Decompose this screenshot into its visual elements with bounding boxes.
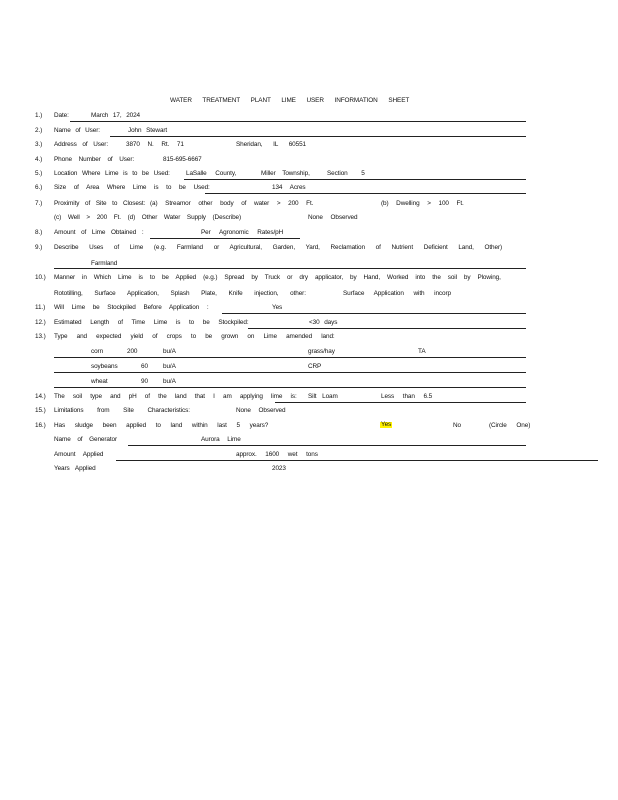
crop-unit: bu/A <box>163 348 176 355</box>
crop-line <box>54 372 526 373</box>
phone-label: Phone Number of User: <box>54 156 135 163</box>
crop-unit: bu/A <box>163 363 176 370</box>
size-line <box>205 193 526 194</box>
years-applied-label: Years Applied <box>54 465 96 472</box>
describe-label: Describe Uses of Lime (e.g. Farmland or Agricultural, Garden, Yard, Reclamation of Nutrient Deficient Land, Other) <box>54 244 503 251</box>
item-number: 5.) <box>35 170 43 177</box>
item-number: 14.) <box>35 393 46 400</box>
date-value: March 17, 2024 <box>91 112 141 119</box>
soil-line <box>275 402 526 403</box>
crop-yield: 200 <box>127 348 138 355</box>
generator-value: Aurora Lime <box>201 436 241 443</box>
location-county: LaSalle County, <box>186 170 237 177</box>
name-value: John Stewart <box>128 127 168 134</box>
crop-yield-2: TA <box>418 348 426 355</box>
amount-applied-label: Amount Applied <box>54 451 104 458</box>
limitations-value: None Observed <box>236 407 286 414</box>
item-number: 8.) <box>35 229 43 236</box>
manner-value: Surface Application with incorp <box>343 290 451 297</box>
item-number: 13.) <box>35 333 46 340</box>
amount-unit: Per Agronomic Rates/pH <box>201 229 284 236</box>
proximity-a: (a) Streamor other body of water > 200 Ft. <box>150 200 314 207</box>
item-number: 6.) <box>35 184 43 191</box>
location-label: Location Where Lime is to be Used: <box>54 170 170 177</box>
crop-name: soybeans <box>91 363 118 370</box>
other-supply-value: None Observed <box>308 214 358 221</box>
item-number: 2.) <box>35 127 43 134</box>
sludge-no: No <box>453 422 461 429</box>
proximity-label: Proximity of Site to Closest: <box>54 200 146 207</box>
sludge-label: Has sludge been applied to land within last 5 years? <box>54 422 269 429</box>
amount-label: Amount of Lime Obtained : <box>54 229 144 236</box>
date-label: Date: <box>54 112 69 119</box>
date-line <box>70 121 526 122</box>
item-number: 11.) <box>35 304 46 311</box>
size-label: Size of Area Where Lime is to be Used: <box>54 184 210 191</box>
name-line <box>110 136 526 137</box>
amount-line <box>150 238 300 239</box>
length-value: <30 days <box>309 319 338 326</box>
circle-one-note: (Circle One) <box>489 422 531 429</box>
amount-applied-value: approx. 1600 wet tons <box>236 451 318 458</box>
crop-line <box>54 387 526 388</box>
stockpiled-label: Will Lime be Stockpiled Before Application : <box>54 304 209 311</box>
crop-line <box>54 357 526 358</box>
uses-value: Farmland <box>91 260 118 267</box>
stockpiled-value: Yes <box>272 304 283 311</box>
crops-label: Type and expected yield of crops to be grown on Lime amended land: <box>54 333 335 340</box>
size-value: 134 Acres <box>272 184 306 191</box>
phone-value: 815-695-6667 <box>163 156 202 163</box>
item-number: 12.) <box>35 319 46 326</box>
crop-name: wheat <box>91 378 108 385</box>
uses-line <box>54 268 526 269</box>
crop-name-2: grass/hay <box>308 348 335 355</box>
name-label: Name of User: <box>54 127 100 134</box>
sludge-yes-highlight: Yes <box>381 421 392 428</box>
years-applied-value: 2023 <box>272 465 286 472</box>
crop-name-2: CRP <box>308 363 322 370</box>
manner-label-2: Rototilling, Surface Application, Splash Plate, Knife injection, other: <box>54 290 306 297</box>
item-number: 15.) <box>35 407 46 414</box>
address-value: 3870 N. Rt. 71 <box>126 141 184 148</box>
location-line <box>184 179 526 180</box>
page-title: WATER TREATMENT PLANT LIME USER INFORMATION SHEET <box>170 97 410 104</box>
item-number: 4.) <box>35 156 43 163</box>
stockpiled-line <box>222 313 526 314</box>
item-number: 16.) <box>35 422 46 429</box>
length-label: Estimated Length of Time Lime is to be Stockpiled: <box>54 319 249 326</box>
crop-name: corn <box>91 348 104 355</box>
item-number: 9.) <box>35 244 43 251</box>
item-number: 3.) <box>35 141 43 148</box>
soil-type: Silt Loam <box>308 393 338 400</box>
city-value: Sheridan, IL 60551 <box>236 141 306 148</box>
item-number: 7.) <box>35 200 43 207</box>
item-number: 10.) <box>35 274 46 281</box>
soil-label: The soil type and pH of the land that I am applying lime is: <box>54 393 297 400</box>
soil-ph: Less than 6.5 <box>381 393 433 400</box>
generator-label: Name of Generator <box>54 436 118 443</box>
crop-yield: 60 <box>141 363 148 370</box>
proximity-b: (b) Dwelling > 100 Ft. <box>381 200 464 207</box>
location-township: Miller Township, <box>261 170 310 177</box>
crop-yield: 90 <box>141 378 148 385</box>
generator-line <box>128 445 526 446</box>
proximity-c: (c) Well > 200 Ft. (d) Other Water Supply (Describe) <box>54 214 242 221</box>
length-line <box>248 328 526 329</box>
manner-label: Manner in Which Lime is to be Applied (e.g.) Spread by Truck or dry applicator, by Hand, Worked into the soil by Plowing, <box>54 274 501 281</box>
amount-applied-line <box>116 460 598 461</box>
address-label: Address of User: <box>54 141 108 148</box>
item-number: 1.) <box>35 112 43 119</box>
limitations-label: Limitations from Site Characteristics: <box>54 407 190 414</box>
location-section: Section 5 <box>327 170 365 177</box>
crop-unit: bu/A <box>163 378 176 385</box>
